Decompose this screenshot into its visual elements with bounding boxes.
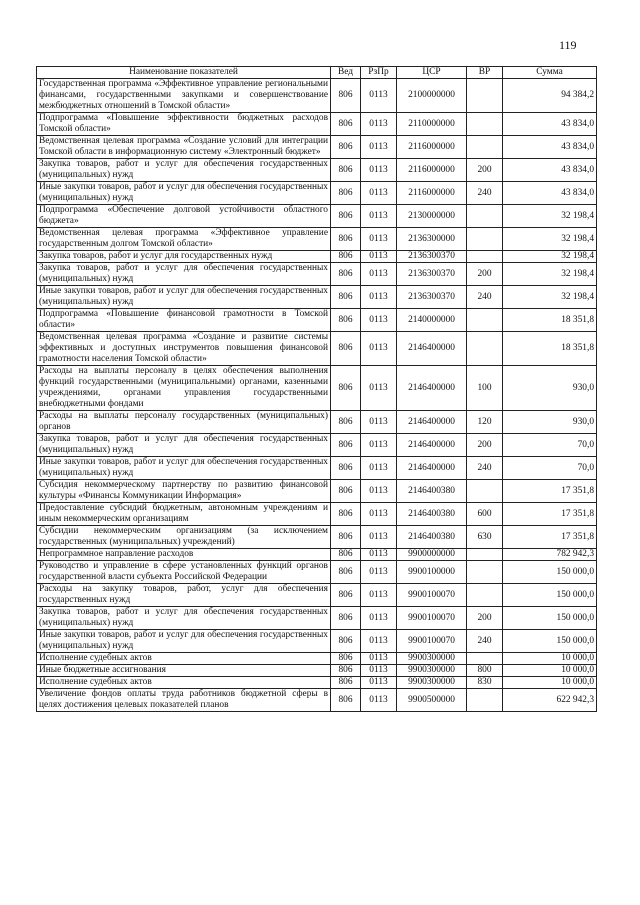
cell-ved: 806 [331, 79, 361, 113]
cell-vr: 240 [467, 286, 503, 309]
cell-sum: 150 000,0 [503, 607, 597, 630]
cell-sum: 10 000,0 [503, 677, 597, 689]
cell-sum: 43 834,0 [503, 136, 597, 159]
cell-rzpr: 0113 [361, 309, 397, 332]
cell-sum: 43 834,0 [503, 113, 597, 136]
cell-vr [467, 113, 503, 136]
cell-rzpr: 0113 [361, 286, 397, 309]
cell-vr: 240 [467, 457, 503, 480]
table-row [37, 366, 597, 411]
table-row [37, 309, 597, 332]
table-header-row [37, 67, 597, 79]
cell-rzpr: 0113 [361, 251, 397, 263]
table-row [37, 79, 597, 113]
table-row [37, 480, 597, 503]
table-row [37, 503, 597, 526]
table-row [37, 584, 597, 607]
table-row [37, 653, 597, 665]
cell-vr: 630 [467, 526, 503, 549]
table-row [37, 607, 597, 630]
cell-csr: 9900100070 [397, 607, 467, 630]
cell-ved: 806 [331, 689, 361, 712]
cell-csr: 2146400380 [397, 526, 467, 549]
cell-vr [467, 480, 503, 503]
cell-sum: 18 351,8 [503, 332, 597, 366]
cell-name: Иные закупки товаров, работ и услуг для обеспечения государственных (муниципальных) нужд [37, 286, 331, 309]
cell-sum: 70,0 [503, 434, 597, 457]
cell-ved: 806 [331, 113, 361, 136]
cell-sum: 150 000,0 [503, 561, 597, 584]
cell-rzpr: 0113 [361, 653, 397, 665]
cell-ved: 806 [331, 182, 361, 205]
cell-name: Иные закупки товаров, работ и услуг для обеспечения государственных (муниципальных) нужд [37, 630, 331, 653]
cell-ved: 806 [331, 434, 361, 457]
cell-name: Расходы на закупку товаров, работ, услуг для обеспечения государственных нужд [37, 584, 331, 607]
cell-rzpr: 0113 [361, 182, 397, 205]
cell-name: Закупка товаров, работ и услуг для обеспечения государственных (муниципальных) нужд [37, 607, 331, 630]
cell-csr: 2146400000 [397, 434, 467, 457]
cell-vr: 200 [467, 159, 503, 182]
cell-vr: 100 [467, 366, 503, 411]
table-row [37, 665, 597, 677]
cell-ved: 806 [331, 526, 361, 549]
cell-csr: 2140000000 [397, 309, 467, 332]
cell-sum: 43 834,0 [503, 159, 597, 182]
cell-rzpr: 0113 [361, 480, 397, 503]
cell-vr: 200 [467, 434, 503, 457]
cell-csr: 2146400000 [397, 366, 467, 411]
cell-rzpr: 0113 [361, 503, 397, 526]
cell-name: Руководство и управление в сфере установленных функций органов государственной власти субъекта Российской Федерации [37, 561, 331, 584]
cell-csr: 2116000000 [397, 159, 467, 182]
cell-sum: 17 351,8 [503, 503, 597, 526]
cell-csr: 2130000000 [397, 205, 467, 228]
cell-csr: 2110000000 [397, 113, 467, 136]
cell-ved: 806 [331, 366, 361, 411]
table-row [37, 549, 597, 561]
cell-sum: 930,0 [503, 411, 597, 434]
cell-name: Иные закупки товаров, работ и услуг для обеспечения государственных (муниципальных) нужд [37, 457, 331, 480]
cell-name: Расходы на выплаты персоналу в целях обеспечения выполнения функций государственными (муниципальными) органами, казенными учреждениями, органами управления государственными внебюджетными фондами [37, 366, 331, 411]
cell-csr: 2116000000 [397, 136, 467, 159]
cell-name: Государственная программа «Эффективное управление региональными финансами, государственными закупками и совершенствование межбюджетных отношений в Томской области» [37, 79, 331, 113]
cell-sum: 32 198,4 [503, 286, 597, 309]
cell-sum: 930,0 [503, 366, 597, 411]
cell-name: Предоставление субсидий бюджетным, автономным учреждениям и иным некоммерческим организациям [37, 503, 331, 526]
cell-csr: 9900300000 [397, 665, 467, 677]
cell-csr: 2146400000 [397, 457, 467, 480]
table-row [37, 159, 597, 182]
cell-name: Ведомственная целевая программа «Эффективное управление государственным долгом Томской области» [37, 228, 331, 251]
cell-name: Иные закупки товаров, работ и услуг для обеспечения государственных (муниципальных) нужд [37, 182, 331, 205]
table-row [37, 228, 597, 251]
table-row [37, 561, 597, 584]
cell-rzpr: 0113 [361, 630, 397, 653]
cell-sum: 94 384,2 [503, 79, 597, 113]
cell-rzpr: 0113 [361, 136, 397, 159]
cell-csr: 2116000000 [397, 182, 467, 205]
cell-rzpr: 0113 [361, 113, 397, 136]
cell-vr [467, 79, 503, 113]
cell-rzpr: 0113 [361, 526, 397, 549]
cell-sum: 18 351,8 [503, 309, 597, 332]
cell-csr: 9900300000 [397, 677, 467, 689]
cell-name: Закупка товаров, работ и услуг для государственных нужд [37, 251, 331, 263]
cell-sum: 32 198,4 [503, 228, 597, 251]
cell-csr: 2136300370 [397, 286, 467, 309]
cell-rzpr: 0113 [361, 584, 397, 607]
cell-vr [467, 205, 503, 228]
cell-ved: 806 [331, 653, 361, 665]
cell-ved: 806 [331, 630, 361, 653]
cell-name: Ведомственная целевая программа «Создание и развитие системы эффективных и доступных инструментов повышения финансовой грамотности населения Томской области» [37, 332, 331, 366]
cell-vr [467, 549, 503, 561]
cell-sum: 782 942,3 [503, 549, 597, 561]
cell-sum: 43 834,0 [503, 182, 597, 205]
page-number: 119 [559, 38, 577, 52]
cell-rzpr: 0113 [361, 434, 397, 457]
cell-rzpr: 0113 [361, 677, 397, 689]
cell-rzpr: 0113 [361, 689, 397, 712]
table-row [37, 677, 597, 689]
cell-vr: 830 [467, 677, 503, 689]
cell-ved: 806 [331, 584, 361, 607]
cell-rzpr: 0113 [361, 366, 397, 411]
cell-sum: 17 351,8 [503, 526, 597, 549]
cell-ved: 806 [331, 251, 361, 263]
cell-name: Субсидии некоммерческим организациям (за исключением государственных (муниципальных) учреждений) [37, 526, 331, 549]
cell-ved: 806 [331, 263, 361, 286]
cell-vr [467, 561, 503, 584]
cell-ved: 806 [331, 561, 361, 584]
cell-vr [467, 689, 503, 712]
cell-ved: 806 [331, 332, 361, 366]
cell-rzpr: 0113 [361, 549, 397, 561]
cell-name: Исполнение судебных актов [37, 677, 331, 689]
cell-vr [467, 136, 503, 159]
cell-csr: 9900300000 [397, 653, 467, 665]
cell-name: Исполнение судебных актов [37, 653, 331, 665]
table-row [37, 205, 597, 228]
table-row [37, 263, 597, 286]
cell-rzpr: 0113 [361, 607, 397, 630]
cell-rzpr: 0113 [361, 561, 397, 584]
cell-vr [467, 309, 503, 332]
cell-rzpr: 0113 [361, 332, 397, 366]
table-row [37, 411, 597, 434]
cell-csr: 2146400380 [397, 480, 467, 503]
cell-ved: 806 [331, 503, 361, 526]
header-ved: Вед [331, 67, 361, 79]
cell-name: Подпрограмма «Обеспечение долговой устойчивости областного бюджета» [37, 205, 331, 228]
cell-csr: 2136300000 [397, 228, 467, 251]
cell-ved: 806 [331, 457, 361, 480]
cell-csr: 9900000000 [397, 549, 467, 561]
table-row [37, 286, 597, 309]
table-row [37, 113, 597, 136]
cell-rzpr: 0113 [361, 159, 397, 182]
cell-vr [467, 251, 503, 263]
cell-rzpr: 0113 [361, 205, 397, 228]
cell-ved: 806 [331, 411, 361, 434]
cell-ved: 806 [331, 159, 361, 182]
cell-sum: 32 198,4 [503, 205, 597, 228]
cell-name: Непрограммное направление расходов [37, 549, 331, 561]
table-row [37, 251, 597, 263]
table-row [37, 457, 597, 480]
cell-vr: 240 [467, 630, 503, 653]
cell-name: Подпрограмма «Повышение финансовой грамотности в Томской области» [37, 309, 331, 332]
cell-rzpr: 0113 [361, 665, 397, 677]
cell-csr: 9900100070 [397, 584, 467, 607]
header-vr: ВР [467, 67, 503, 79]
budget-table [36, 66, 597, 712]
cell-name: Расходы на выплаты персоналу государственных (муниципальных) органов [37, 411, 331, 434]
cell-sum: 32 198,4 [503, 263, 597, 286]
table-row [37, 630, 597, 653]
cell-sum: 150 000,0 [503, 584, 597, 607]
cell-ved: 806 [331, 480, 361, 503]
cell-sum: 17 351,8 [503, 480, 597, 503]
cell-sum: 10 000,0 [503, 653, 597, 665]
cell-rzpr: 0113 [361, 228, 397, 251]
cell-ved: 806 [331, 136, 361, 159]
cell-vr: 240 [467, 182, 503, 205]
cell-ved: 806 [331, 665, 361, 677]
table-row [37, 182, 597, 205]
table-row [37, 332, 597, 366]
cell-ved: 806 [331, 549, 361, 561]
cell-csr: 2136300370 [397, 251, 467, 263]
cell-csr: 2146400380 [397, 503, 467, 526]
cell-sum: 70,0 [503, 457, 597, 480]
cell-vr: 600 [467, 503, 503, 526]
cell-name: Подпрограмма «Повышение эффективности бюджетных расходов Томской области» [37, 113, 331, 136]
cell-csr: 2146400000 [397, 411, 467, 434]
cell-csr: 2136300370 [397, 263, 467, 286]
cell-name: Ведомственная целевая программа «Создание условий для интеграции Томской области в информационную систему «Электронный бюджет» [37, 136, 331, 159]
header-name: Наименование показателей [37, 67, 331, 79]
cell-vr: 200 [467, 607, 503, 630]
cell-csr: 9900100070 [397, 630, 467, 653]
cell-rzpr: 0113 [361, 411, 397, 434]
header-sum: Сумма [503, 67, 597, 79]
cell-rzpr: 0113 [361, 79, 397, 113]
cell-sum: 150 000,0 [503, 630, 597, 653]
cell-ved: 806 [331, 677, 361, 689]
cell-rzpr: 0113 [361, 457, 397, 480]
cell-sum: 32 198,4 [503, 251, 597, 263]
cell-vr [467, 332, 503, 366]
cell-vr [467, 653, 503, 665]
cell-sum: 622 942,3 [503, 689, 597, 712]
header-rzpr: РзПр [361, 67, 397, 79]
cell-ved: 806 [331, 309, 361, 332]
cell-ved: 806 [331, 228, 361, 251]
cell-ved: 806 [331, 286, 361, 309]
cell-sum: 10 000,0 [503, 665, 597, 677]
header-csr: ЦСР [397, 67, 467, 79]
cell-name: Закупка товаров, работ и услуг для обеспечения государственных (муниципальных) нужд [37, 159, 331, 182]
cell-vr [467, 584, 503, 607]
cell-vr [467, 228, 503, 251]
cell-name: Увеличение фондов оплаты труда работников бюджетной сферы в целях достижения целевых показателей планов [37, 689, 331, 712]
cell-ved: 806 [331, 607, 361, 630]
cell-rzpr: 0113 [361, 263, 397, 286]
cell-vr: 120 [467, 411, 503, 434]
cell-csr: 9900100000 [397, 561, 467, 584]
cell-name: Иные бюджетные ассигнования [37, 665, 331, 677]
table-row [37, 526, 597, 549]
table-row [37, 689, 597, 712]
cell-name: Закупка товаров, работ и услуг для обеспечения государственных (муниципальных) нужд [37, 434, 331, 457]
cell-vr: 800 [467, 665, 503, 677]
cell-csr: 9900500000 [397, 689, 467, 712]
cell-csr: 2146400000 [397, 332, 467, 366]
table-row [37, 136, 597, 159]
cell-vr: 200 [467, 263, 503, 286]
cell-name: Закупка товаров, работ и услуг для обеспечения государственных (муниципальных) нужд [37, 263, 331, 286]
cell-ved: 806 [331, 205, 361, 228]
cell-csr: 2100000000 [397, 79, 467, 113]
table-row [37, 434, 597, 457]
cell-name: Субсидия некоммерческому партнерству по развитию финансовой культуры «Финансы Коммуникации Информация» [37, 480, 331, 503]
